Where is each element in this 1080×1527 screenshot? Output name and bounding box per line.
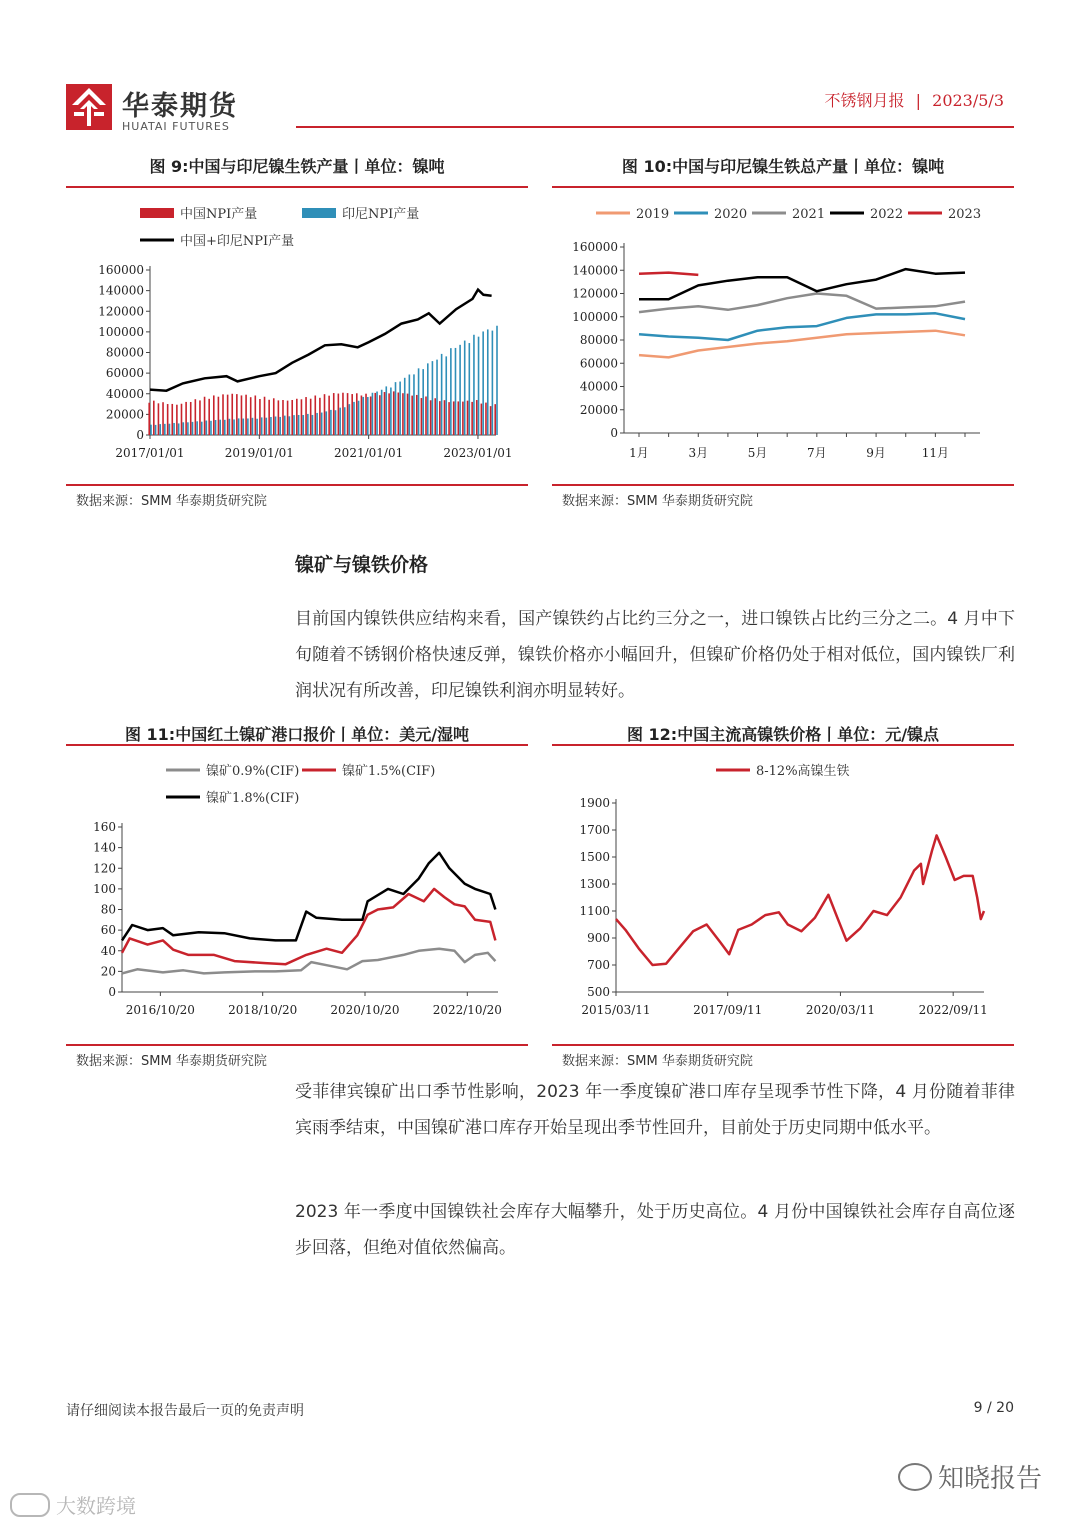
bar-china	[195, 399, 197, 435]
y-tick-label: 60	[100, 923, 116, 938]
fig9-chart	[66, 195, 528, 470]
bar-indonesia	[312, 415, 314, 435]
fig9-title: 图 9:中国与印尼镍生铁产量丨单位：镍吨	[149, 157, 445, 176]
x-tick-label: 2017/09/11	[693, 1003, 763, 1017]
bar-indonesia	[284, 416, 286, 435]
paragraph-1: 目前国内镍铁供应结构来看，国产镍铁约占比约三分之一，进口镍铁占比约三分之二。4 月中下旬随着不锈钢价格快速反弹，镍铁价格亦小幅回升，但镍矿价格仍处于相对低位，国内镍铁厂利润状况有所改善，印尼镍铁利润亦明显转好。	[295, 609, 1015, 701]
bar-indonesia	[242, 419, 244, 435]
bar-china	[264, 397, 266, 435]
bar-china	[416, 395, 418, 435]
bar-indonesia	[169, 424, 171, 435]
bar-china	[421, 398, 423, 435]
bar-china	[425, 396, 427, 435]
bar-indonesia	[298, 415, 300, 435]
bar-china	[287, 401, 289, 435]
bar-china	[245, 395, 247, 435]
bar-indonesia	[164, 424, 166, 435]
bar-china	[227, 395, 229, 435]
bar-indonesia	[238, 418, 240, 435]
bar-indonesia	[459, 345, 461, 435]
bar-indonesia	[219, 420, 221, 435]
bar-china	[347, 393, 349, 435]
y-tick-label: 160	[93, 820, 116, 834]
bar-china	[338, 394, 340, 435]
bar-china	[314, 396, 316, 435]
bar-china	[444, 400, 446, 435]
bar-indonesia	[390, 387, 392, 435]
bar-indonesia	[413, 374, 415, 435]
fig9-source: 数据来源：SMM 华泰期货研究院	[76, 494, 267, 509]
bar-indonesia	[155, 425, 157, 435]
y-tick-label: 80000	[105, 345, 144, 360]
bar-china	[356, 393, 358, 435]
bar-china	[148, 403, 150, 435]
bar-indonesia	[275, 417, 277, 435]
y-tick-label: 0	[136, 428, 144, 442]
bar-china	[453, 401, 455, 435]
paragraph-2: 受菲律宾镍矿出口季节性影响，2023 年一季度镍矿港口库存呈现季节性下降，4 月份随着菲律宾雨季结束，中国镍矿港口库存开始呈现出季节性回升，目前处于历史同期中低水平。	[295, 1082, 1015, 1138]
y-tick-label: 0	[108, 985, 116, 999]
bar-indonesia	[261, 417, 263, 435]
fig12-source: 数据来源：SMM 华泰期货研究院	[562, 1054, 753, 1069]
bar-china	[439, 401, 441, 435]
y-tick-label: 100000	[98, 324, 144, 339]
fig11-bottom-rule	[66, 1044, 528, 1046]
bar-china	[218, 397, 220, 435]
y-tick-label: 120	[93, 861, 116, 876]
y-tick-label: 700	[587, 958, 610, 972]
legend-swatch	[302, 208, 336, 218]
bar-indonesia	[427, 363, 429, 435]
bar-china	[457, 401, 459, 435]
bar-china	[204, 397, 206, 435]
bar-china	[250, 397, 252, 435]
y-tick-label: 80000	[579, 333, 618, 347]
bar-china	[324, 394, 326, 435]
y-tick-label: 500	[587, 985, 610, 999]
bar-china	[305, 397, 307, 435]
bar-indonesia	[395, 382, 397, 435]
bar-china	[158, 403, 160, 435]
bar-china	[208, 399, 210, 435]
bar-indonesia	[196, 421, 198, 435]
fig12-top-rule	[552, 744, 1014, 746]
bar-indonesia	[330, 410, 332, 435]
bar-indonesia	[279, 417, 281, 435]
huatai-logo-icon	[66, 84, 112, 130]
bar-china	[190, 402, 192, 435]
bar-indonesia	[289, 416, 291, 435]
x-tick-label: 7月	[806, 446, 827, 460]
bar-china	[255, 395, 257, 435]
y-tick-label: 120000	[572, 286, 618, 301]
bar-indonesia	[399, 382, 401, 435]
bar-indonesia	[496, 326, 498, 435]
bar-indonesia	[201, 422, 203, 435]
legend-swatch	[140, 208, 174, 218]
y-tick-label: 40	[100, 943, 116, 958]
bar-china	[481, 404, 483, 435]
bar-china	[162, 402, 164, 435]
watermark-left: 大数跨境	[10, 1490, 136, 1519]
bar-china	[402, 393, 404, 435]
bar-china	[485, 403, 487, 435]
watermark-right: 知晓报告	[898, 1458, 1042, 1495]
bar-china	[278, 400, 280, 435]
y-tick-label: 100	[93, 881, 116, 896]
y-tick-label: 1500	[579, 850, 610, 864]
section-title: 镍矿与镍铁价格	[295, 554, 429, 576]
legend-label: 2019	[636, 207, 670, 222]
y-tick-label: 140000	[98, 283, 144, 298]
bar-indonesia	[173, 423, 175, 435]
bar-indonesia	[270, 417, 272, 435]
header-rule	[296, 126, 1014, 128]
legend-label: 印尼NPI产量	[342, 207, 420, 222]
bar-china	[430, 400, 432, 435]
bar-indonesia	[473, 335, 475, 435]
bar-china	[374, 393, 376, 435]
fig11-top-rule	[66, 744, 528, 746]
bar-indonesia	[418, 368, 420, 435]
bar-china	[384, 392, 386, 435]
bar-indonesia	[362, 397, 364, 435]
bar-indonesia	[178, 423, 180, 435]
bar-indonesia	[492, 331, 494, 435]
fig9-bottom-rule	[66, 484, 528, 486]
x-tick-label: 2018/10/20	[228, 1003, 298, 1017]
bar-china	[167, 404, 169, 435]
y-tick-label: 20	[100, 964, 116, 979]
y-tick-label: 40000	[579, 379, 618, 394]
bar-indonesia	[187, 422, 189, 435]
bar-indonesia	[335, 410, 337, 435]
bar-china	[434, 398, 436, 435]
watermark-logo-icon	[10, 1493, 50, 1517]
legend-label: 镍矿1.8%(CIF)	[206, 791, 300, 806]
fig9-top-rule	[66, 186, 528, 188]
bar-china	[259, 399, 261, 435]
bar-indonesia	[358, 401, 360, 435]
bar-china	[476, 400, 478, 435]
bar-china	[185, 402, 187, 435]
bar-china	[222, 394, 224, 435]
bar-indonesia	[372, 393, 374, 435]
bar-china	[370, 396, 372, 435]
fig10-title: 图 10:中国与印尼镍生铁总产量丨单位：镍吨	[621, 157, 945, 176]
bar-china	[153, 401, 155, 435]
legend-label: 8-12%高镍生铁	[756, 764, 850, 779]
bar-indonesia	[482, 331, 484, 435]
y-tick-label: 60000	[105, 366, 144, 381]
bar-china	[176, 405, 178, 435]
y-tick-label: 140	[93, 840, 116, 855]
series-line-镍矿1.5%(CIF)	[122, 889, 495, 964]
bar-indonesia	[256, 419, 258, 435]
legend-label: 2022	[870, 207, 904, 222]
x-tick-label: 9月	[866, 446, 886, 460]
legend-label: 2020	[714, 207, 748, 222]
bar-china	[241, 395, 243, 435]
bar-china	[342, 393, 344, 435]
bar-indonesia	[252, 418, 254, 435]
series-line-2023	[639, 273, 698, 275]
x-tick-label: 2019/01/01	[224, 446, 294, 460]
fig12-title: 图 12:中国主流高镍铁价格丨单位：元/镍点	[626, 725, 940, 744]
bar-china	[301, 399, 303, 435]
series-line-2020	[639, 313, 965, 340]
bar-china	[181, 404, 183, 435]
bar-china	[393, 391, 395, 435]
legend-label: 2023	[948, 207, 982, 222]
bar-china	[388, 393, 390, 435]
legend-label: 镍矿0.9%(CIF)	[206, 764, 300, 779]
bar-indonesia	[307, 414, 309, 435]
y-tick-label: 20000	[105, 407, 144, 422]
bar-indonesia	[450, 348, 452, 435]
line-total	[150, 290, 492, 391]
bar-indonesia	[385, 386, 387, 435]
bar-china	[282, 400, 284, 435]
bar-indonesia	[409, 375, 411, 435]
fig10-bottom-rule	[552, 484, 1014, 486]
x-tick-label: 2020/03/11	[805, 1003, 876, 1017]
bar-indonesia	[464, 341, 466, 435]
bar-indonesia	[210, 421, 212, 435]
fig12-chart	[552, 752, 1014, 1024]
logo-english: HUATAI FUTURES	[122, 120, 230, 133]
bar-indonesia	[215, 420, 217, 435]
bar-china	[268, 400, 270, 435]
logo-name: 华泰期货	[122, 91, 238, 122]
bar-china	[448, 402, 450, 435]
y-tick-label: 100000	[572, 309, 618, 324]
legend-label: 中国+印尼NPI产量	[180, 234, 295, 249]
bar-indonesia	[432, 361, 434, 435]
bar-indonesia	[229, 419, 231, 435]
bar-indonesia	[404, 378, 406, 435]
y-tick-label: 20000	[579, 402, 618, 417]
bar-china	[236, 394, 238, 435]
bar-indonesia	[349, 404, 351, 435]
x-tick-label: 2020/10/20	[330, 1003, 400, 1017]
bar-china	[462, 402, 464, 435]
bar-china	[310, 399, 312, 435]
bar-indonesia	[321, 413, 323, 435]
y-tick-label: 1300	[579, 877, 610, 891]
bar-indonesia	[441, 354, 443, 435]
series-line-2019	[639, 331, 965, 358]
y-tick-label: 1900	[579, 796, 610, 810]
bar-indonesia	[206, 421, 208, 435]
bar-china	[411, 396, 413, 435]
bar-china	[213, 395, 215, 435]
bar-indonesia	[266, 418, 268, 435]
bar-indonesia	[478, 337, 480, 435]
bar-indonesia	[293, 415, 295, 435]
y-tick-label: 900	[587, 931, 610, 945]
y-tick-label: 60000	[579, 356, 618, 371]
y-tick-label: 160000	[572, 240, 618, 254]
bar-indonesia	[487, 329, 489, 435]
bar-indonesia	[376, 391, 378, 435]
x-tick-label: 2021/01/01	[334, 446, 404, 460]
bar-indonesia	[150, 425, 152, 435]
bar-indonesia	[455, 348, 457, 435]
x-tick-label: 3月	[688, 446, 709, 460]
series-line-镍矿1.8%(CIF)	[122, 853, 495, 941]
bar-indonesia	[192, 422, 194, 435]
bar-indonesia	[367, 397, 369, 435]
bar-indonesia	[353, 402, 355, 435]
bar-indonesia	[339, 408, 341, 435]
fig11-source: 数据来源：SMM 华泰期货研究院	[76, 1054, 267, 1069]
x-tick-label: 2017/01/01	[115, 446, 185, 460]
bar-china	[467, 401, 469, 435]
fig10-chart	[552, 195, 1014, 470]
bar-indonesia	[302, 415, 304, 435]
bar-china	[273, 398, 275, 435]
bar-indonesia	[182, 422, 184, 435]
series-line-2021	[639, 294, 965, 313]
y-tick-label: 40000	[105, 386, 144, 401]
bar-indonesia	[247, 418, 249, 435]
paragraph-3: 2023 年一季度中国镍铁社会库存大幅攀升，处于历史高位。4 月份中国镍铁社会库存自高位逐步回落，但绝对值依然偏高。	[295, 1202, 1015, 1258]
legend-label: 2021	[792, 207, 826, 222]
bar-china	[398, 393, 400, 435]
bar-indonesia	[381, 390, 383, 435]
y-tick-label: 140000	[572, 263, 618, 278]
wechat-icon	[898, 1463, 932, 1491]
x-tick-label: 1月	[629, 446, 649, 460]
page-number: 9 / 20	[973, 1400, 1014, 1416]
bar-china	[328, 396, 330, 435]
bar-indonesia	[233, 419, 235, 435]
x-tick-label: 2016/10/20	[125, 1003, 195, 1017]
series-line-8-12%高镍生铁	[616, 835, 984, 965]
y-tick-label: 1700	[579, 823, 610, 837]
bar-china	[361, 395, 363, 435]
bar-china	[471, 402, 473, 435]
bar-indonesia	[445, 356, 447, 435]
x-tick-label: 2023/01/01	[443, 446, 513, 460]
bar-china	[333, 393, 335, 435]
bar-china	[171, 404, 173, 435]
header	[0, 0, 1080, 140]
bar-indonesia	[316, 413, 318, 435]
bar-china	[319, 398, 321, 435]
fig11-chart	[66, 752, 528, 1024]
footer-disclaimer: 请仔细阅读本报告最后一页的免责声明	[66, 1403, 304, 1419]
x-tick-label: 2022/10/20	[432, 1003, 502, 1017]
report-title: 不锈钢月报 | 2023/5/3	[824, 91, 1004, 110]
bar-china	[379, 395, 381, 435]
bar-indonesia	[326, 411, 328, 435]
bar-china	[291, 400, 293, 435]
bar-indonesia	[159, 424, 161, 435]
bar-china	[365, 394, 367, 435]
bar-indonesia	[422, 369, 424, 435]
bar-china	[490, 406, 492, 435]
y-tick-label: 120000	[98, 304, 144, 319]
x-tick-label: 2022/09/11	[918, 1003, 988, 1017]
x-tick-label: 5月	[747, 446, 768, 460]
bar-china	[231, 394, 233, 435]
fig11-title: 图 11:中国红土镍矿港口报价丨单位：美元/湿吨	[124, 725, 470, 744]
bar-china	[296, 399, 298, 435]
bar-indonesia	[436, 360, 438, 435]
bar-china	[407, 394, 409, 435]
legend-label: 镍矿1.5%(CIF)	[342, 764, 436, 779]
y-tick-label: 1100	[579, 904, 610, 918]
fig10-top-rule	[552, 186, 1014, 188]
y-tick-label: 80	[100, 902, 116, 917]
x-tick-label: 2015/03/11	[581, 1003, 651, 1017]
legend-label: 中国NPI产量	[180, 207, 258, 222]
fig12-bottom-rule	[552, 1044, 1014, 1046]
bar-indonesia	[344, 407, 346, 435]
fig10-source: 数据来源：SMM 华泰期货研究院	[562, 494, 753, 509]
bar-indonesia	[224, 420, 226, 435]
y-tick-label: 160000	[98, 263, 144, 277]
bar-indonesia	[469, 343, 471, 435]
bar-china	[199, 400, 201, 435]
y-tick-label: 0	[610, 426, 618, 440]
bar-china	[494, 404, 496, 435]
x-tick-label: 11月	[921, 446, 950, 460]
bar-china	[351, 394, 353, 435]
